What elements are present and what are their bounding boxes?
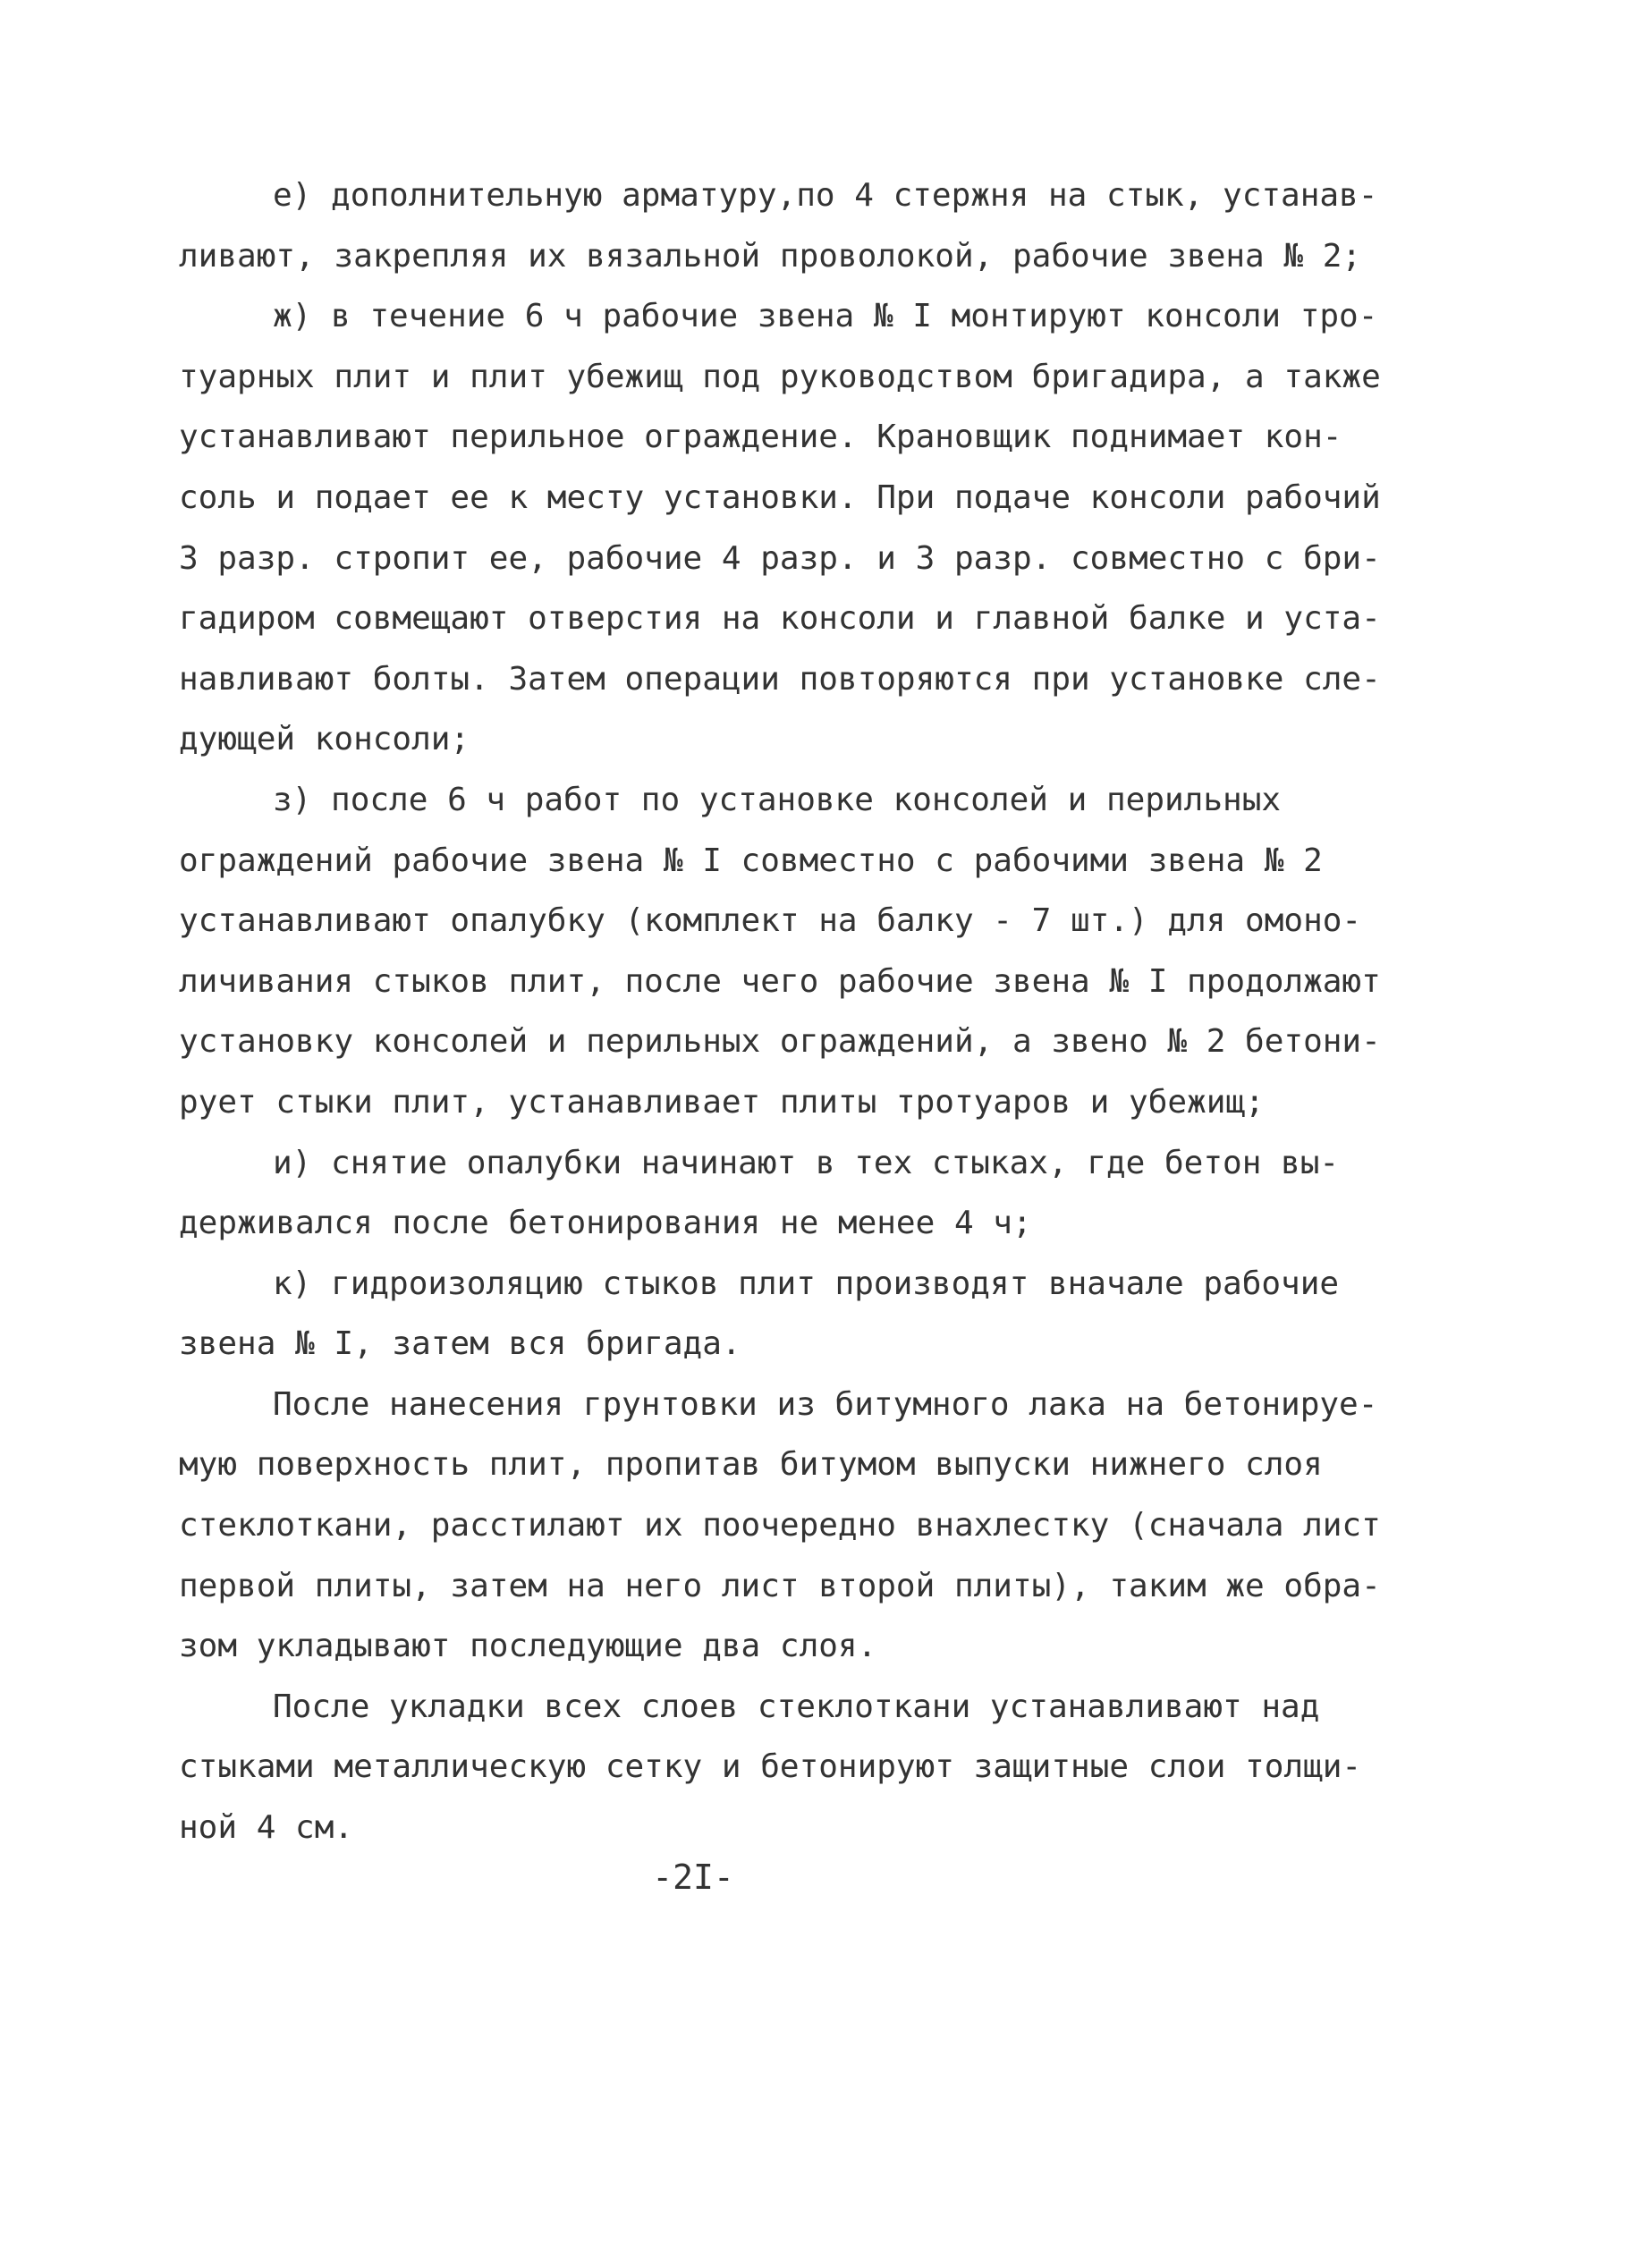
text-line: мую поверхность плит, пропитав битумом выпуски нижнего слоя: [179, 1446, 1323, 1484]
text-line: личивания стыков плит, после чего рабочие звена № I продолжают: [179, 962, 1381, 1000]
text-line: зом укладывают последующие два слоя.: [179, 1628, 877, 1665]
text-line: стеклоткани, расстилают их поочередно внахлестку (сначала лист: [179, 1507, 1381, 1544]
text-line: установку консолей и перильных ограждений, а звено № 2 бетони-: [179, 1023, 1381, 1061]
text-line: ливают, закрепляя их вязальной проволокой, рабочие звена № 2;: [179, 237, 1362, 275]
text-line: устанавливают перильное ограждение. Крановщик поднимает кон-: [179, 419, 1342, 456]
text-line: и) снятие опалубки начинают в тех стыках, где бетон вы-: [273, 1144, 1340, 1181]
text-line: ной 4 см.: [179, 1809, 354, 1847]
text-line: держивался после бетонирования не менее 4 ч;: [179, 1205, 1032, 1242]
text-line: первой плиты, затем на него лист второй плиты), таким же обра-: [179, 1567, 1381, 1604]
text-line: После нанесения грунтовки из битумного лака на бетонируе-: [273, 1385, 1378, 1423]
text-line: ограждений рабочие звена № I совместно с рабочими звена № 2: [179, 842, 1323, 879]
text-line: соль и подает ее к месту установки. При подаче консоли рабочий: [179, 478, 1381, 516]
text-line: рует стыки плит, устанавливает плиты тротуаров и убежищ;: [179, 1083, 1265, 1121]
text-line: После укладки всех слоев стеклоткани устанавливают над: [273, 1688, 1320, 1725]
text-line: гадиром совмещают отверстия на консоли и главной балке и уста-: [179, 600, 1381, 638]
text-line: дующей консоли;: [179, 721, 470, 758]
text-line: 3 разр. стропит ее, рабочие 4 разр. и 3 разр. совместно с бри-: [179, 539, 1381, 577]
text-line: стыками металлическую сетку и бетонируют защитные слои толщи-: [179, 1748, 1362, 1786]
text-line: з) после 6 ч работ по установке консолей и перильных: [273, 781, 1282, 818]
text-line: е) дополнительную арматуру,по 4 стержня на стык, устанав-: [273, 177, 1378, 214]
text-line: навливают болты. Затем операции повторяются при установке сле-: [179, 660, 1381, 698]
page-number: -2I-: [652, 1858, 734, 1897]
body-text: [179, 165, 1381, 1858]
text-line: устанавливают опалубку (комплект на балку - 7 шт.) для омоно-: [179, 902, 1362, 940]
text-line: туарных плит и плит убежищ под руководством бригадира, а также: [179, 358, 1381, 395]
text-line: к) гидроизоляцию стыков плит производят вначале рабочие: [273, 1265, 1340, 1302]
text-line: звена № I, затем вся бригада.: [179, 1325, 741, 1363]
text-line: ж) в течение 6 ч рабочие звена № I монтируют консоли тро-: [273, 298, 1378, 335]
